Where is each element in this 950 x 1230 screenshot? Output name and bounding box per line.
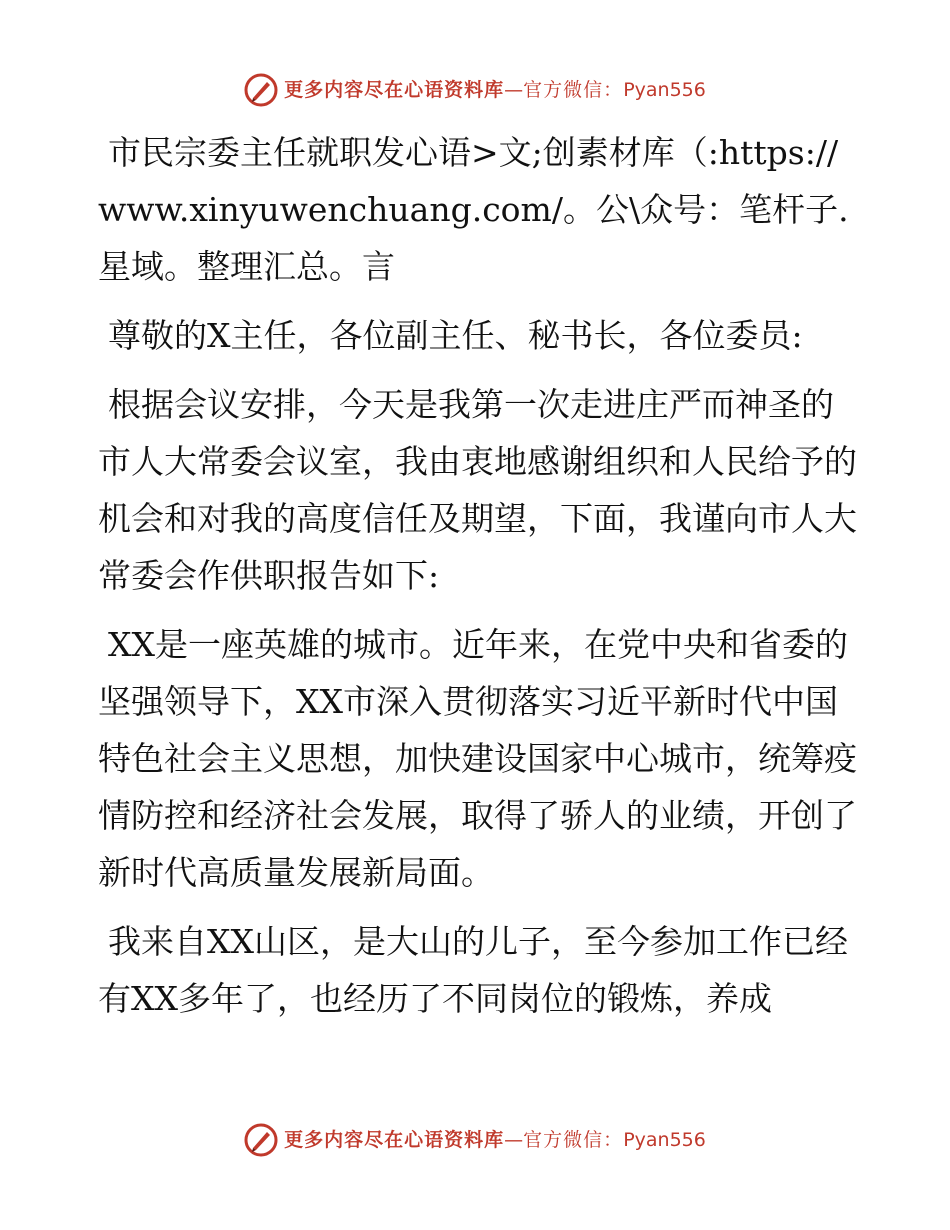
document-body [98,124,858,1039]
paragraph-salutation: 尊敬的X主任，各位副主任、秘书长，各位委员: [108,316,803,355]
header-text [284,78,706,101]
pen-logo-icon [244,1123,278,1157]
paragraph-city: XX是一座英雄的城市。近年来，在党中央和省委的坚强领导下，XX市深入贯彻落实习近平新时代中国特色社会主义思想，加快建设国家中心城市，统筹疫情防控和经济社会发展，取得了骄人的业绩，开创了新时代高质量发展新局面。 [98,625,857,892]
header-label: 官方微信： [523,78,624,101]
paragraph-background: 我来自XX山区，是大山的儿子，至今参加工作已经有XX多年了，也经历了不同岗位的锻炼，养成 [98,922,848,1018]
footer-text [284,1128,706,1151]
footer-wechat-id: Pyan556 [623,1128,706,1151]
paragraph-source-note: 市民宗委主任就职发心语>文;创素材库（:https://www.xinyuwenchuang.com/。公\众号：笔杆子.星域。整理汇总。言 [98,133,849,286]
paragraph-intro: 根据会议安排，今天是我第一次走进庄严而神圣的市人大常委会议室，我由衷地感谢组织和人民给予的机会和对我的高度信任及期望，下面，我谨向市人大常委会作供职报告如下: [98,385,857,595]
header-banner [0,70,950,110]
footer-dash: — [504,1128,524,1151]
footer-brand: 更多内容尽在心语资料库 [284,1128,505,1151]
pen-logo-icon [244,73,278,107]
header-dash: — [504,78,524,101]
header-wechat-id: Pyan556 [623,78,706,101]
header-brand: 更多内容尽在心语资料库 [284,78,505,101]
footer-banner [0,1120,950,1160]
footer-label: 官方微信： [523,1128,624,1151]
